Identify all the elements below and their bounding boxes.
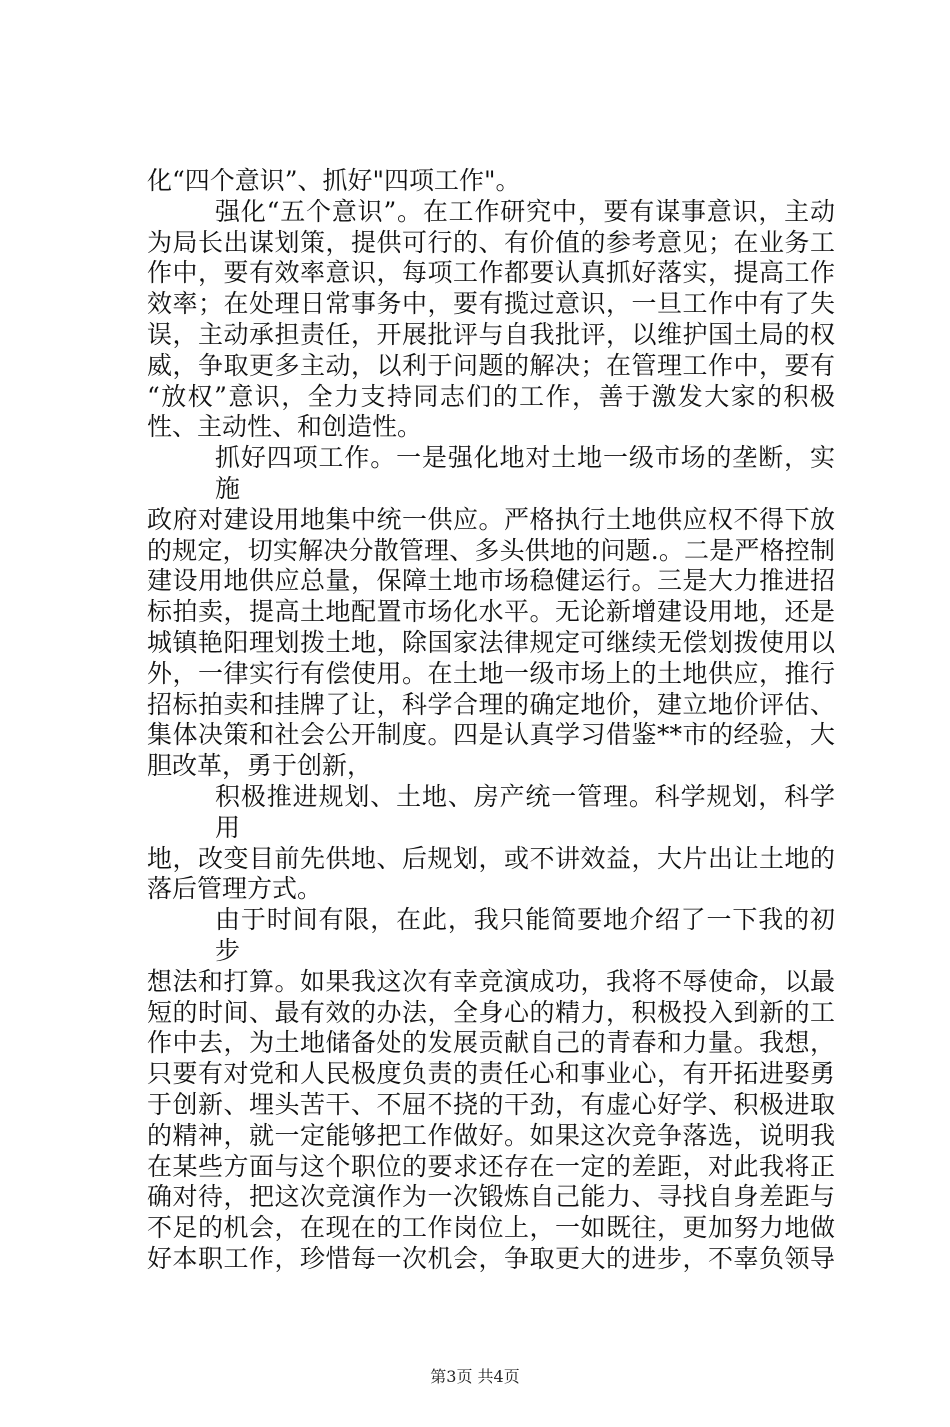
text-line: 于创新、埋头苦干、不屈不挠的干劲，有虚心好学、积极进取 xyxy=(147,1089,835,1119)
text-line: 外，一律实行有偿使用。在土地一级市场上的土地供应，推行 xyxy=(147,658,835,688)
text-line: 标拍卖，提高土地配置市场化水平。无论新增建设用地，还是 xyxy=(147,597,835,627)
text-line: 由于时间有限，在此，我只能简要地介绍了一下我的初步 xyxy=(215,905,835,965)
text-line: 积极推进规划、土地、房产统一管理。科学规划，科学用 xyxy=(215,781,835,842)
paragraph xyxy=(147,905,835,1275)
text-line: 作中，要有效率意识，每项工作都要认真抓好落实，提高工作 xyxy=(147,258,835,288)
text-line: 威，争取更多主动，以利于问题的解决；在管理工作中，要有 xyxy=(147,350,835,380)
text-line: 招标拍卖和挂牌了让，科学合理的确定地价，建立地价评估、 xyxy=(147,689,835,719)
text-line: 性、主动性、和创造性。 xyxy=(147,412,423,442)
document-body xyxy=(147,0,835,1275)
text-line: 的精神，就一定能够把工作做好。如果这次竞争落选，说明我 xyxy=(147,1120,835,1150)
text-line: “放权”意识，全力支持同志们的工作，善于激发大家的积极 xyxy=(147,381,835,411)
text-line: 只要有对党和人民极度负责的责任心和事业心，有开拓进娶勇 xyxy=(147,1059,835,1089)
text-line: 确对待，把这次竞演作为一次锻炼自己能力、寻找自身差距与 xyxy=(147,1182,835,1212)
page-footer: 第3页 共4页 xyxy=(430,1366,520,1386)
paragraph xyxy=(147,197,835,443)
text-line: 不足的机会，在现在的工作岗位上，一如既往，更加努力地做 xyxy=(147,1213,835,1243)
text-line: 胆改革，勇于创新， xyxy=(147,751,373,781)
text-line: 想法和打算。如果我这次有幸竞演成功，我将不辱使命，以最 xyxy=(147,966,835,996)
text-line: 的规定，切实解决分散管理、多头供地的问题.。二是严格控制 xyxy=(147,535,835,565)
text-line: 效率；在处理日常事务中，要有揽过意识，一旦工作中有了失 xyxy=(147,289,835,319)
paragraph xyxy=(147,443,835,782)
text-line: 集体决策和社会公开制度。四是认真学习借鉴**市的经验，大 xyxy=(147,720,835,750)
paragraph xyxy=(147,166,835,197)
text-line: 地，改变目前先供地、后规划，或不讲效益，大片出让土地的 xyxy=(147,843,835,873)
text-line: 城镇艳阳理划拨土地，除国家法律规定可继续无偿划拨使用以 xyxy=(147,627,835,657)
text-line: 政府对建设用地集中统一供应。严格执行土地供应权不得下放 xyxy=(147,504,835,534)
text-line: 误，主动承担责任，开展批评与自我批评，以维护国土局的权 xyxy=(147,319,835,349)
paragraph xyxy=(147,782,835,905)
text-line: 抓好四项工作。一是强化地对土地一级市场的垄断，实施 xyxy=(215,443,835,503)
text-line: 为局长出谋划策，提供可行的、有价值的参考意见；在业务工 xyxy=(147,227,835,257)
text-line: 作中去，为土地储备处的发展贡献自己的青春和力量。我想， xyxy=(147,1028,835,1058)
text-line: 落后管理方式。 xyxy=(147,874,323,904)
text-line: 在某些方面与这个职位的要求还存在一定的差距，对此我将正 xyxy=(147,1151,835,1181)
text-line: 化“四个意识”、抓好"四项工作"。 xyxy=(147,166,521,195)
text-line: 好本职工作，珍惜每一次机会，争取更大的进步，不辜负领导 xyxy=(147,1243,835,1273)
text-line: 建设用地供应总量，保障土地市场稳健运行。三是大力推进招 xyxy=(147,566,835,596)
text-line: 短的时间、最有效的办法，全身心的精力，积极投入到新的工 xyxy=(147,997,835,1027)
text-line: 强化“五个意识”。在工作研究中，要有谋事意识，主动 xyxy=(215,196,835,226)
